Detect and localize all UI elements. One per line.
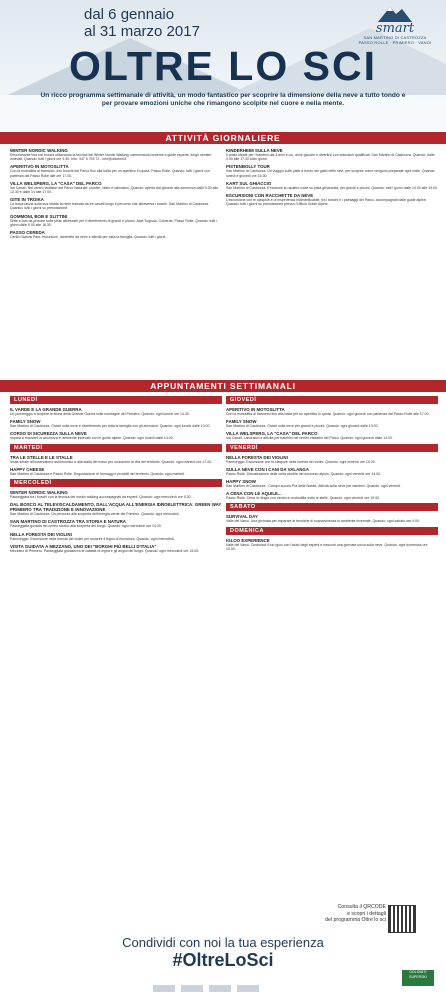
- sponsor-logo: [209, 985, 231, 992]
- activity-title: HAPPY SNOW: [226, 479, 256, 485]
- smart-logo: [356, 4, 434, 45]
- activity-description: San Martino di Castrozza - Campo scuola Prà delle Nasse. Attività sulla neve per bambini. Quando: ogni venerdì.: [226, 484, 402, 489]
- activity-description: Mezzano di Primiero. Passeggiata guidata tra le cataste di legna e gli angoli del borgo. Quando: ogni mercoledì ore 15.00.: [10, 548, 200, 553]
- activity-item: [10, 148, 222, 161]
- activity-title: A CENA CON LE AQUILE...: [226, 491, 282, 497]
- activity-description: Valle del Vanoi. Una giornata per imparare le tecniche di sopravvivenza in ambiente invernale. Quando: ogni sabato ore 9.00.: [226, 519, 420, 524]
- activity-title: TRA LE STELLE E LE STALLE: [10, 454, 73, 460]
- activity-description: Con la motoslitta al tramonto, tra i boschi del Parco fino alla baita per un aperitivo in quota. Passo Rolle. Quando: tutti i giorni con partenza dal Passo Rolle alle ore 17.00.: [10, 169, 210, 178]
- activity-item: [10, 467, 222, 476]
- activity-title: DAL BOSCO AL TELEVISCALDAMENTO, DALL'ACQUA ALL'ENERGIA IDROELETTRICA: GREEN WAY PRIMIERO TRA TRADIZIONE E INNOVAZIONE: [10, 502, 222, 513]
- activity-title: VISITA GUIDATA A MEZZANO, UNO DEI "BORGHI PIÙ BELLI D'ITALIA": [10, 543, 157, 549]
- activity-item: [226, 467, 438, 476]
- weekly-appointments-banner: APPUNTAMENTI SETTIMANALI: [0, 380, 446, 392]
- activity-title: IL VARDE E LA GRANDE GUERRA: [10, 407, 82, 412]
- activity-item: [226, 491, 438, 500]
- activity-title: CORSO DI SICUREZZA SULLA NEVE: [10, 431, 87, 437]
- activity-title: APERITIVO IN MOTOSLITTA: [226, 407, 285, 412]
- activity-item: [226, 193, 438, 206]
- activity-title: SAN MARTINO DI CASTROZZA TRA STORIA E NATURA: [10, 519, 126, 525]
- activity-title: PISTENBOLLY TOUR: [226, 164, 270, 170]
- activity-description: Valle del Vanoi. Costruisci il tuo igloo con l'aiuto degli esperti e trascorri una giornata unica sulla neve. Quando: ogni domenica ore 10.00.: [226, 542, 428, 551]
- activity-title: WINTER NORDIC WALKING: [10, 490, 68, 496]
- sponsor-logo: [237, 985, 259, 992]
- daily-activities-banner: ATTIVITÀ GIORNALIERE: [0, 132, 446, 144]
- weekly-left-column: [10, 394, 222, 899]
- day-header: SABATO: [226, 503, 438, 511]
- activity-title: GOMMONI, BOB E SLITTINI: [10, 213, 68, 219]
- page-title: OLTRE LO SCI: [69, 43, 377, 89]
- weekly-right-column: [226, 394, 438, 899]
- day-header: VENERDÌ: [226, 444, 438, 452]
- dolomiti-superski-logo: DOLOMITI SUPERSKI: [402, 970, 434, 986]
- logo-subtitle-1: SAN MARTINO DI CASTROZZA: [363, 35, 427, 40]
- activity-description: Passo Rolle. Dimostrazione delle unità cinofile del soccorso alpino. Quando: ogni venerdì ore 14.00.: [226, 471, 382, 476]
- activity-item: [226, 479, 438, 488]
- sponsor-logo: [181, 985, 203, 992]
- day-header: LUNEDÌ: [10, 396, 222, 404]
- activity-item: [10, 181, 222, 194]
- activity-description: San Martino di Castrozza. Giochi sulla neve e divertimento per tutta la famiglia con gli animatori. Quando: ogni lunedì dalle 10.00.: [10, 424, 211, 429]
- activity-item: [10, 214, 222, 227]
- activity-description: Passeggiata tra i boschi con la tecnica del nordic walking accompagnati da esperti. Quando: ogni mercoledì ore 9.30.: [10, 495, 192, 500]
- intro-text: Un ricco programma settimanale di attività, un modo fantastico per scoprire la dimensione della neve a tutto tondo e per provare emozioni uniche che rimangono scolpite nel cuore e nella mente.: [40, 92, 406, 107]
- activity-description: Emozionante tour nei boschi utilizzando la tecnica del Winter Nordic Walking: camminando insieme a guide esperte, lungo sentieri innevati. Quando: tutti i giorni ore 9.30. Info: 347 5 793 72 - info@dolomiti.it: [10, 153, 212, 162]
- activity-title: PASSO CEREDA: [10, 230, 45, 236]
- date-line-1: dal 6 gennaio: [84, 6, 175, 23]
- activity-item: [10, 407, 222, 416]
- activity-item: [226, 455, 438, 464]
- activity-item: [10, 164, 222, 177]
- mountain-logo-icon: [378, 4, 412, 22]
- activity-item: [226, 407, 438, 416]
- activity-item: [10, 431, 222, 440]
- activity-title: APERITIVO IN MOTOSLITTA: [10, 164, 69, 170]
- activity-item: [226, 431, 438, 440]
- activity-title: WINTER NORDIC WALKING: [10, 148, 68, 153]
- activity-description: Val Canali. Laboratori e attività per bambini nel centro visitatori del Parco. Quando: ogni giovedì dalle 14.00.: [226, 436, 393, 441]
- activity-title: SULLA NEVE CON I CANI DA VALANGA: [226, 466, 310, 472]
- logo-subtitle-2: PASSO ROLLE · PRIMIERO · VANOI: [358, 40, 432, 45]
- activity-description: Un pomeriggio a scoprire la storia della Grande Guerra sulle montagne del Primiero. Quando: ogni lunedì ore 14.30.: [10, 412, 190, 416]
- date-range: [84, 6, 200, 40]
- activity-description: Passo Rolle. Cena in rifugio con rientro in motoslitta sotto le stelle. Quando: ogni venerdì ore 19.00.: [226, 496, 381, 501]
- activity-description: Paneveggio. Escursione nella foresta dei violini per scoprire il legno di risonanza. Quando: ogni mercoledì.: [10, 536, 175, 541]
- day-header: MERCOLEDÌ: [10, 479, 222, 487]
- activity-title: NELLA FORESTA DEI VIOLINI: [226, 454, 288, 460]
- sponsor-logo: [153, 985, 175, 992]
- activity-description: Con la motoslitta al tramonto fino alla baita per un aperitivo in quota. Quando: ogni giovedì con partenza dal Passo Rolle alle 17.00.: [226, 412, 430, 416]
- activity-item: [10, 532, 222, 541]
- activity-item: [226, 538, 438, 551]
- logo-brand: smart: [375, 21, 415, 36]
- activity-item: [10, 490, 222, 499]
- activity-description: Visita serale all'osservatorio astronomico e alla stalla del maso per conoscere la vita del territorio. Quando: ogni martedì ore 17.00.: [10, 459, 213, 464]
- activity-title: KINDERHEIM SULLA NEVE: [226, 148, 283, 153]
- activity-description: Paneveggio. Escursione con le ciaspole nella foresta dei violini. Quando: ogni venerdì ore 10.00.: [226, 459, 376, 464]
- qr-note-line-3: del programma Oltre lo sci: [325, 917, 386, 923]
- activity-description: San Martino di Castrozza. Emozione su quattro ruote su pista ghiacciata, per grandi e piccini. Quando: tutti i giorni dalle 14.00 alle 19.00.: [226, 185, 438, 190]
- day-header: DOMENICA: [226, 527, 438, 535]
- activity-title: FAMILY SNOW: [10, 419, 41, 425]
- activity-title: VILLA WELSPERG, LA "CASA" DEL PARCO: [226, 431, 318, 437]
- qr-note-line-2: e scopri i dettagli: [347, 910, 386, 917]
- activity-description: L'escursione con le ciaspole è un'esperienza indimenticabile, tra i boschi e i paesaggi del Parco, accompagnati dalle guide alpine. Quando: tutti i giorni su prenotazione presso l'Ufficio Guide Alpine.: [226, 198, 427, 207]
- activity-description: Impara a muoverti in sicurezza in ambiente innevato con le guide alpine. Quando: ogni lunedì dalle 14.00.: [10, 436, 174, 441]
- activity-description: Passeggiata guidata nel centro storico alla scoperta del borgo. Quando: ogni mercoledì ore 14.30.: [10, 524, 162, 529]
- qr-note: [290, 904, 386, 924]
- activity-title: IGLOO EXPERIENCE: [226, 537, 270, 543]
- activity-title: FAMILY SNOW: [226, 419, 257, 425]
- qr-code[interactable]: [388, 905, 416, 933]
- activity-item: [10, 230, 222, 239]
- activity-item: [10, 544, 222, 553]
- activity-title: GITE IN TROIKA: [10, 197, 44, 203]
- activity-item: [226, 514, 438, 523]
- activity-item: [10, 419, 222, 428]
- share-cta: Condividi con noi la tua esperienza: [122, 935, 324, 950]
- activity-description: San Martino di Castrozza. Un viaggio sulle piste a bordo del gatto delle nevi, per scoprire come vengono preparate ogni notte. Quando: lunedì e giovedì ore 16.30.: [226, 169, 436, 178]
- activity-item: [10, 197, 222, 210]
- day-header: MARTEDÌ: [10, 444, 222, 452]
- day-header: GIOVEDÌ: [226, 396, 438, 404]
- activity-description: Centro Natura Park: escursioni, racchette da neve e attività per tutta la famiglia. Quando: tutti i giorni.: [10, 235, 167, 240]
- qr-note-line-1: Consulta il QRCODE: [337, 904, 386, 910]
- activity-item: [226, 181, 438, 190]
- activity-item: [226, 148, 438, 161]
- activity-description: Il posto ideale per i bambini dai 3 anni in su, dove giocare e divertirsi con animatori qualificati. San Martino di Castrozza. Quando: dalle 9.00 alle 17.00 tutti i giorni.: [226, 153, 435, 162]
- activity-item: [226, 419, 438, 428]
- activity-description: San Martino di Castrozza. Un percorso alla scoperta dell'energia verde del Primiero. Quando: ogni mercoledì.: [10, 512, 180, 517]
- sponsor-logos: [150, 979, 300, 989]
- activity-title: ESCURSIONI CON RACCHETTE DA NEVE: [226, 193, 314, 199]
- activity-description: Slitte e bob da provare sulle piste attrezzate per il divertimento di grandi e piccini. Alpe Tognola, Colverde, Passo Rolle. Quando: tutti i giorni dalle 9.00 alle 16.30.: [10, 218, 217, 227]
- date-line-2: al 31 marzo 2017: [84, 23, 200, 40]
- activity-description: La troica lascia sulla sua strada la neve trainata da tre cavalli lungo il percorso che attraversa i boschi. San Martino di Castrozza. Quando: tutti i giorni su prenotazione.: [10, 202, 210, 211]
- activity-description: San Martino di Castrozza. Giochi sulla neve per grandi e piccini. Quando: ogni giovedì dalle 10.00.: [226, 424, 379, 429]
- activity-title: SURVIVAL DAY: [226, 514, 258, 520]
- activity-item: [226, 164, 438, 177]
- activity-item: [10, 455, 222, 464]
- activity-title: NELLA FORESTA DEI VIOLINI: [10, 531, 72, 537]
- daily-right-column: [226, 148, 438, 378]
- daily-left-column: [10, 148, 222, 378]
- activity-item: [10, 502, 222, 516]
- hashtag: #OltreLoSci: [172, 950, 274, 970]
- activity-title: VILLA WELSPERG, LA "CASA" DEL PARCO: [10, 180, 102, 186]
- activity-description: Val Canali. Nel centro visitatori del Parco Naturale: mostre, video e laboratori. Quando: aperta dal giovedì alla domenica dalle 9.30 alle 12.30 e dalle 14 alle 17.00.: [10, 185, 219, 195]
- activity-title: KART SUL GHIACCIO: [226, 180, 272, 186]
- activity-description: San Martino di Castrozza e Passo Rolle. Degustazione di formaggi e prodotti del territorio. Quando: ogni martedì.: [10, 471, 186, 476]
- activity-title: HAPPY CHEESE: [10, 466, 45, 472]
- activity-item: [10, 519, 222, 528]
